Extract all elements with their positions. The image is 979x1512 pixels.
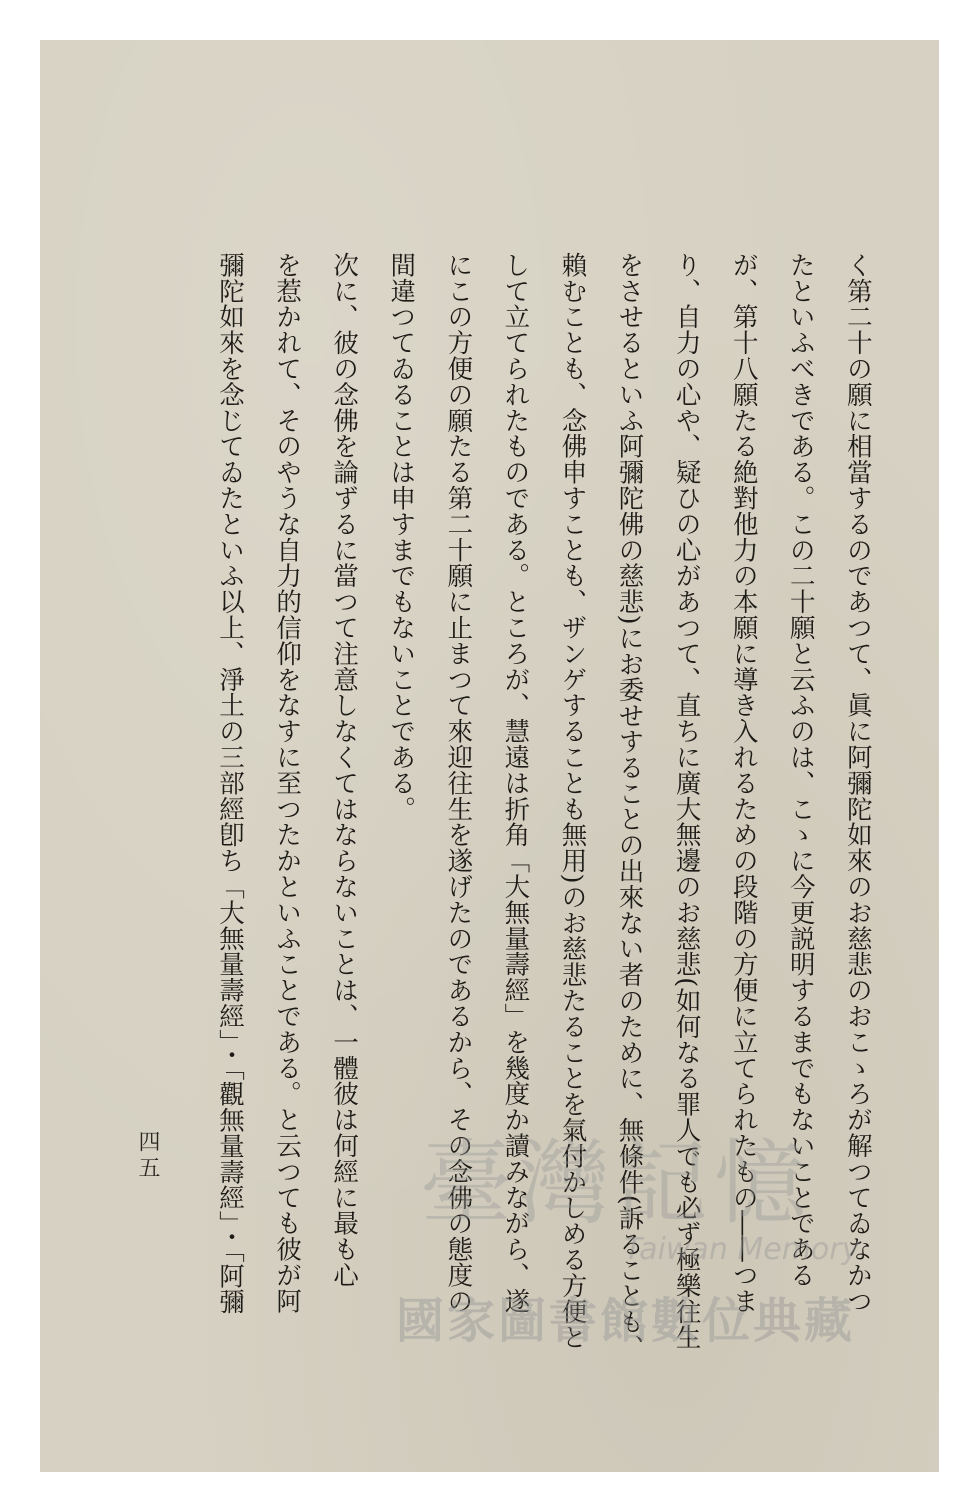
text-line-7: して立てられたものである。ところが、慧遠は折角「大無量壽經」を幾度か讀みながら、遂	[500, 252, 531, 1314]
text-line-5: をさせるといふ阿彌陀佛の慈悲)にお委せすることの出來ない者のために、無條件(訴ることも、	[614, 252, 645, 1361]
text-line-4: り、自力の心や、疑ひの心があつて、直ちに廣大無邊のお慈悲(如何なる罪人でも必ず極樂往生	[671, 252, 702, 1351]
watermark-english: Taiwan Memory	[624, 1232, 860, 1267]
text-line-1: く第二十の願に相當するのであつて、眞に阿彌陀如來のお慈悲のおこゝろが解つてゐなかつ	[842, 252, 873, 1314]
text-line-11: を惹かれて、そのやうな自力的信仰をなすに至つたかといふことである。と云つても彼が阿	[272, 252, 303, 1314]
page-number: 四五	[135, 1130, 160, 1182]
watermark-logo: 臺灣記憶	[420, 1130, 813, 1237]
text-line-6: 賴むことも、念佛申すことも、ザンゲすることも無用)のお慈悲たることを氣付かしめる方便と	[557, 252, 588, 1351]
text-line-12: 彌陀如來を念じてゐたといふ以上、淨土の三部經卽ち「大無量壽經」・「觀無量壽經」・「阿彌	[215, 252, 245, 1315]
text-line-8: にこの方便の願たる第二十願に止まつて來迎往生を遂げたのであるから、その念佛の態度の	[443, 252, 474, 1314]
watermark-chinese: 國家圖書館數位典藏	[396, 1293, 856, 1349]
text-line-3: が、第十八願たる絶對他力の本願に導き入れるための段階の方便に立てられたもの――つま	[728, 252, 759, 1314]
text-line-2: たといふべきである。この二十願と云ふのは、こゝに今更説明するまでもないことである	[785, 252, 816, 1288]
text-line-9: 間違つてゐることは申すまでもないことである。	[386, 252, 417, 822]
text-line-10: 次に、彼の念佛を論ずるに當つて注意しなくてはならないことは、一體彼は何經に最も心	[329, 252, 360, 1288]
